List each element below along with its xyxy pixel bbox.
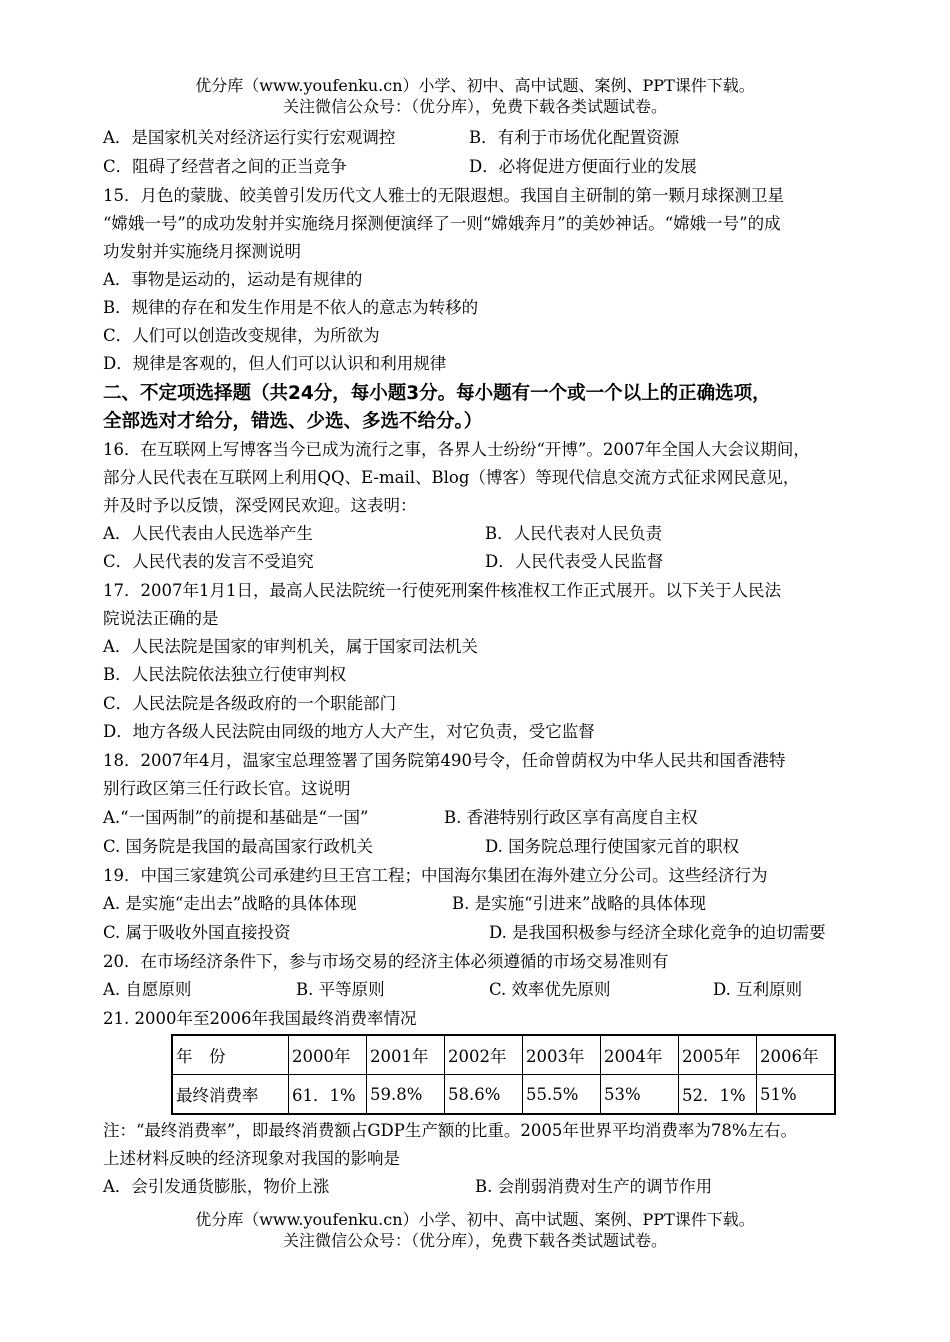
footer-line-2: 关注微信公众号：（优分库），免费下载各类试题试卷。 bbox=[282, 1231, 667, 1250]
q16-option-d: D．人民代表受人民监督 bbox=[485, 552, 664, 571]
q17-option-a: A．人民法院是国家的审判机关，属于国家司法机关 bbox=[103, 637, 478, 656]
q17-option-d: D．地方各级人民法院由同级的地方人大产生，对它负责，受它监督 bbox=[103, 722, 595, 741]
q15-option-b: B．规律的存在和发生作用是不依人的意志为转移的 bbox=[103, 298, 479, 317]
q16-option-c: C．人民代表的发言不受追究 bbox=[103, 552, 314, 571]
table-year-cell: 2004年 bbox=[601, 1035, 679, 1075]
table-row bbox=[172, 1035, 835, 1075]
table-rate-cell: 61．1% bbox=[289, 1075, 367, 1115]
q16-stem-2: 部分人民代表在互联网上利用QQ、E-mail、Blog（博客）等现代信息交流方式征求网民意见， bbox=[103, 468, 800, 487]
table-year-cell: 2000年 bbox=[289, 1035, 367, 1075]
q16-stem-3: 并及时予以反馈，深受网民欢迎。这表明： bbox=[103, 496, 417, 515]
table-year-cell: 2002年 bbox=[445, 1035, 523, 1075]
q18-stem-1: 18．2007年4月，温家宝总理签署了国务院第490号令，任命曾荫权为中华人民共和国香港特 bbox=[103, 751, 786, 770]
q15-stem-3: 功发射并实施绕月探测说明 bbox=[103, 242, 301, 261]
q19-stem-1: 19．中国三家建筑公司承建约旦王宫工程；中国海尔集团在海外建立分公司。这些经济行为 bbox=[103, 866, 768, 885]
table-rate-cell: 51% bbox=[757, 1075, 836, 1115]
q18-option-c: C. 国务院是我国的最高国家行政机关 bbox=[103, 837, 374, 856]
q15-option-d: D．规律是客观的，但人们可以认识和利用规律 bbox=[103, 354, 447, 373]
q16-option-a: A．人民代表由人民选举产生 bbox=[103, 524, 313, 543]
footer-line-1: 优分库（www.youfenku.cn）小学、初中、高中试题、案例、PPT课件下载。 bbox=[195, 1210, 755, 1229]
q15-stem-1: 15．月色的蒙胧、皎美曾引发历代文人雅士的无限遐想。我国自主研制的第一颗月球探测卫星 bbox=[103, 186, 784, 205]
consumption-rate-table bbox=[171, 1034, 836, 1115]
q20-option-c: C. 效率优先原则 bbox=[489, 980, 611, 999]
q17-stem-2: 院说法正确的是 bbox=[103, 609, 219, 628]
table-header-cell: 年 份 bbox=[172, 1035, 289, 1075]
q19-option-c: C. 属于吸收外国直接投资 bbox=[103, 923, 291, 942]
q20-option-d: D. 互利原则 bbox=[713, 980, 803, 999]
header-line-2: 关注微信公众号：（优分库），免费下载各类试题试卷。 bbox=[282, 97, 667, 116]
q15-option-a: A．事物是运动的，运动是有规律的 bbox=[103, 270, 363, 289]
section-2-heading-2: 全部选对才给分，错选、少选、多选不给分。） bbox=[103, 411, 483, 432]
q17-stem-1: 17．2007年1月1日，最高人民法院统一行使死刑案件核准权工作正式展开。以下关于人民法 bbox=[103, 581, 781, 600]
q19-option-a: A. 是实施“走出去”战略的具体体现 bbox=[103, 894, 357, 913]
q19-option-b: B. 是实施“引进来”战略的具体体现 bbox=[452, 894, 706, 913]
q19-option-d: D. 是我国积极参与经济全球化竞争的迫切需要 bbox=[489, 923, 826, 942]
q21-stem-1: 21. 2000年至2006年我国最终消费率情况 bbox=[103, 1009, 417, 1028]
q18-option-d: D. 国务院总理行使国家元首的职权 bbox=[485, 837, 740, 856]
q20-stem-1: 20．在市场经济条件下，参与市场交易的经济主体必须遵循的市场交易准则有 bbox=[103, 952, 669, 971]
q14-option-c: C．阻碍了经营者之间的正当竞争 bbox=[103, 157, 347, 176]
q21-option-b: B. 会削弱消费对生产的调节作用 bbox=[475, 1177, 713, 1196]
table-rate-cell: 58.6% bbox=[445, 1075, 523, 1115]
q14-option-a: A．是国家机关对经济运行实行宏观调控 bbox=[103, 128, 396, 147]
q21-option-a: A．会引发通货膨胀，物价上涨 bbox=[103, 1177, 330, 1196]
q21-note-1: 注：“最终消费率”，即最终消费额占GDP生产额的比重。2005年世界平均消费率为78%左右。 bbox=[103, 1121, 798, 1140]
q15-option-c: C．人们可以创造改变规律，为所欲为 bbox=[103, 326, 380, 345]
table-rate-cell: 59.8% bbox=[367, 1075, 445, 1115]
q17-option-c: C．人民法院是各级政府的一个职能部门 bbox=[103, 694, 397, 713]
q18-option-b: B. 香港特别行政区享有高度自主权 bbox=[444, 808, 698, 827]
q20-option-a: A. 自愿原则 bbox=[103, 980, 192, 999]
q14-option-d: D．必将促进方便面行业的发展 bbox=[469, 157, 697, 176]
q17-option-b: B．人民法院依法独立行使审判权 bbox=[103, 665, 347, 684]
q15-stem-2: “嫦娥一号”的成功发射并实施绕月探测便演绎了一则“嫦娥奔月”的美妙神话。“嫦娥一号”的成 bbox=[103, 214, 781, 233]
q20-option-b: B. 平等原则 bbox=[296, 980, 385, 999]
q14-option-b: B．有利于市场优化配置资源 bbox=[469, 128, 680, 147]
q18-option-a: A.“一国两制”的前提和基础是“一国” bbox=[103, 808, 369, 827]
table-header-cell: 最终消费率 bbox=[172, 1075, 289, 1115]
table-year-cell: 2006年 bbox=[757, 1035, 836, 1075]
table-row bbox=[172, 1075, 835, 1115]
table-rate-cell: 55.5% bbox=[523, 1075, 601, 1115]
table-year-cell: 2003年 bbox=[523, 1035, 601, 1075]
section-2-heading-1: 二、不定项选择题（共24分，每小题3分。每小题有一个或一个以上的正确选项， bbox=[103, 383, 771, 404]
q18-stem-2: 别行政区第三任行政长官。这说明 bbox=[103, 779, 351, 798]
table-year-cell: 2005年 bbox=[679, 1035, 757, 1075]
table-year-cell: 2001年 bbox=[367, 1035, 445, 1075]
q21-note-2: 上述材料反映的经济现象对我国的影响是 bbox=[103, 1149, 400, 1168]
q16-option-b: B．人民代表对人民负责 bbox=[485, 524, 663, 543]
header-line-1: 优分库（www.youfenku.cn）小学、初中、高中试题、案例、PPT课件下载。 bbox=[195, 76, 755, 95]
table-rate-cell: 52．1% bbox=[679, 1075, 757, 1115]
q16-stem-1: 16．在互联网上写博客当今已成为流行之事，各界人士纷纷“开博”。2007年全国人大会议期间， bbox=[103, 440, 810, 459]
table-rate-cell: 53% bbox=[601, 1075, 679, 1115]
